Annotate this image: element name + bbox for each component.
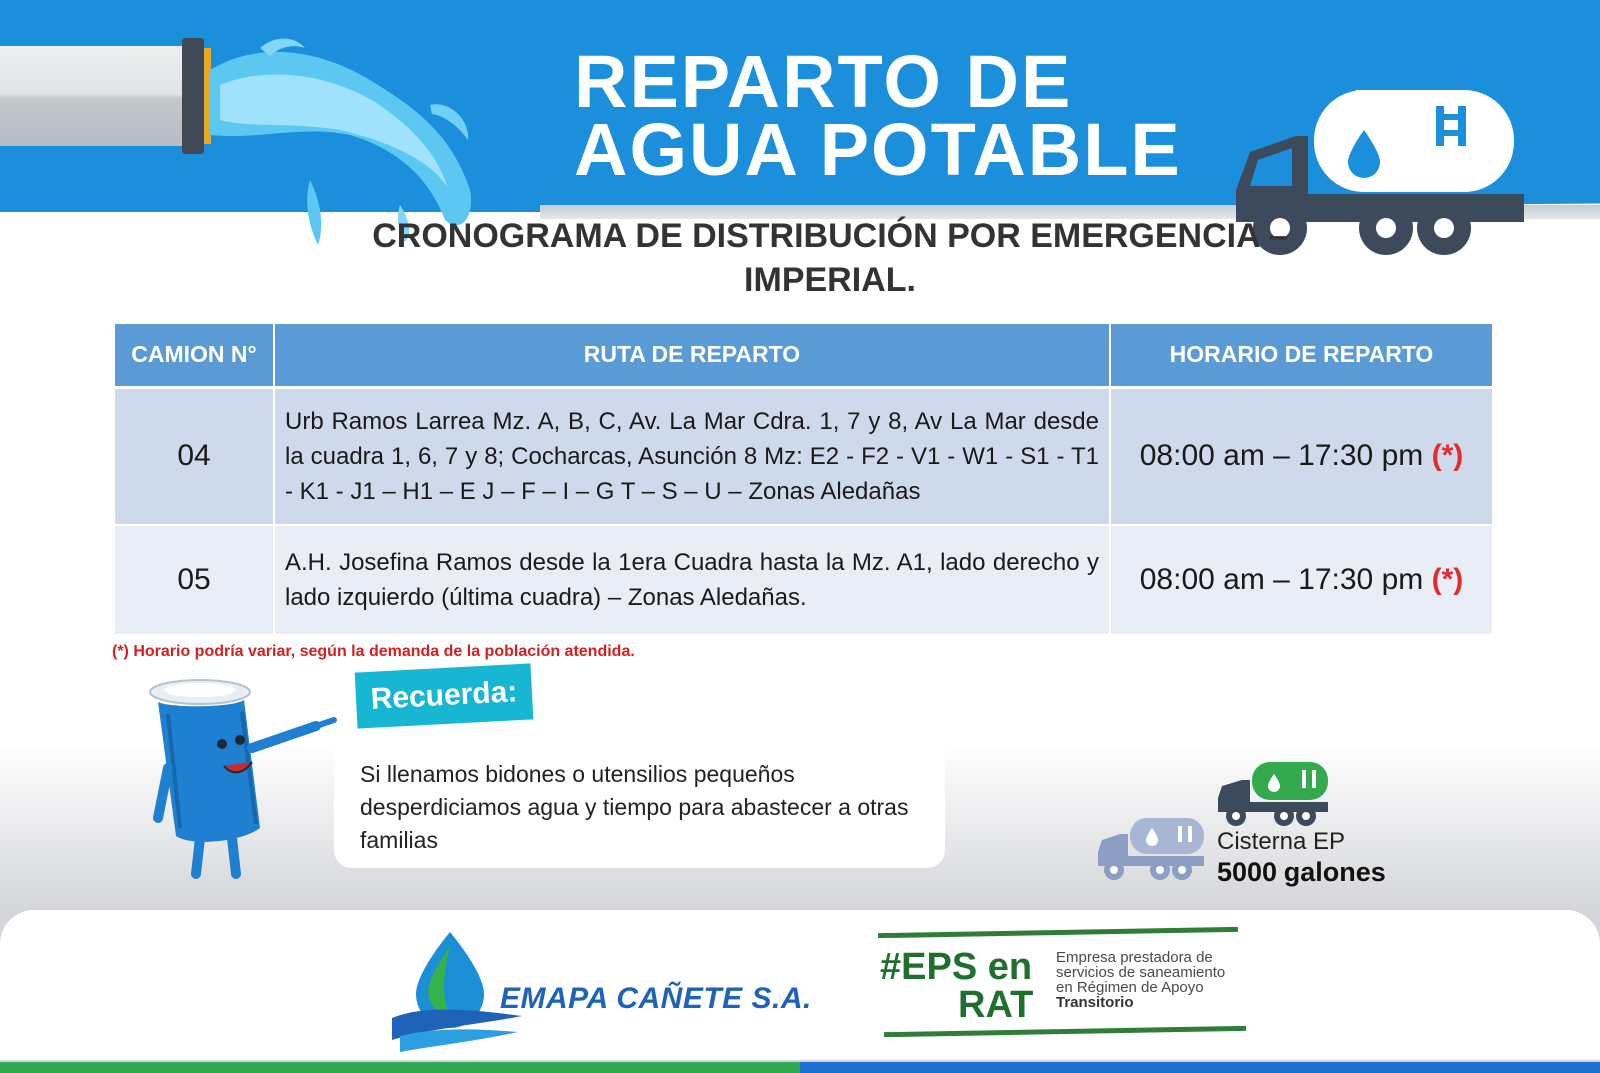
route-description: A.H. Josefina Ramos desde la 1era Cuadra hasta la Mz. A1, lado derecho y lado izquierdo (última cuadra) – Zonas Aledañas. [274, 525, 1110, 635]
eps-desc-line [1056, 995, 1256, 1010]
delivery-time [1110, 525, 1493, 635]
schedule-subtitle: CRONOGRAMA DE DISTRIBUCIÓN POR EMERGENCIA – IMPERIAL. [372, 217, 1288, 299]
emapa-name: EMAPA CAÑETE S.A. [500, 982, 812, 1015]
green-tanker-truck-icon [1218, 762, 1330, 828]
time-range: 08:00 am – 17:30 pm [1139, 563, 1424, 596]
eps-hashtag: #EPS en [880, 946, 1033, 988]
water-barrel-mascot-icon [140, 678, 350, 883]
schedule-table [115, 324, 1494, 636]
footer-bar-green [0, 1062, 800, 1073]
title-line-2: AGUA POTABLE [574, 108, 1182, 191]
cisterna-capacity [1217, 857, 1386, 888]
cisterna-amount: 5000 [1217, 857, 1278, 887]
schedule-footnote: (*) Horario podría variar, según la demanda de la población atendida. [112, 643, 635, 660]
footnote-marker: (*) [1431, 439, 1464, 473]
reminder-bubble [334, 738, 945, 868]
cisterna-unit: galones [1283, 857, 1386, 887]
eps-desc-line: Empresa prestadora de [1056, 949, 1213, 966]
eps-desc-line: en Régimen de Apoyo [1056, 979, 1204, 996]
page-title [574, 40, 1274, 191]
footnote-marker: (*) [1431, 563, 1464, 596]
table-header-row [115, 324, 1493, 387]
truck-number: 04 [115, 387, 274, 525]
footer-bar-blue [800, 1062, 1600, 1073]
grey-tanker-truck-icon [1098, 818, 1206, 882]
delivery-time [1110, 387, 1493, 525]
title-line-1: REPARTO DE [574, 40, 1073, 123]
col-header-route: RUTA DE REPARTO [274, 324, 1110, 387]
table-row [115, 525, 1493, 635]
eps-description [1056, 950, 1256, 1010]
time-range: 08:00 am – 17:30 pm [1139, 439, 1424, 473]
col-header-schedule: HORARIO DE REPARTO [1110, 324, 1493, 387]
eps-line-top [878, 927, 1238, 938]
route-description: Urb Ramos Larrea Mz. A, B, C, Av. La Mar Cdra. 1, 7 y 8, Av La Mar desde la cuadra 1, 6, 7 y 8; Cocharcas, Asunción 8 Mz: E2 - F2 - V1 - W1 - S1 - T1 - K1 - J1 – H1 – E J – F – I – G T – S – U – Zonas Aledañas [274, 387, 1110, 525]
eps-desc-strong: Transitorio [1056, 994, 1134, 1011]
table-row [115, 387, 1493, 525]
col-header-truck: CAMION N° [115, 324, 274, 387]
eps-desc-line: servicios de saneamiento [1056, 964, 1226, 981]
truck-number: 05 [115, 525, 274, 635]
eps-line-bottom [884, 1026, 1246, 1037]
eps-rat-badge [878, 926, 1248, 1046]
reminder-text: Si llenamos bidones o utensilios pequeños desperdiciamos agua y tiempo para abastecer a otras familias [360, 761, 909, 853]
reminder-tag: Recuerda: [355, 663, 534, 728]
cisterna-label: Cisterna EP [1217, 828, 1346, 855]
eps-rat: RAT [958, 984, 1034, 1026]
water-pipe-icon [0, 46, 190, 146]
